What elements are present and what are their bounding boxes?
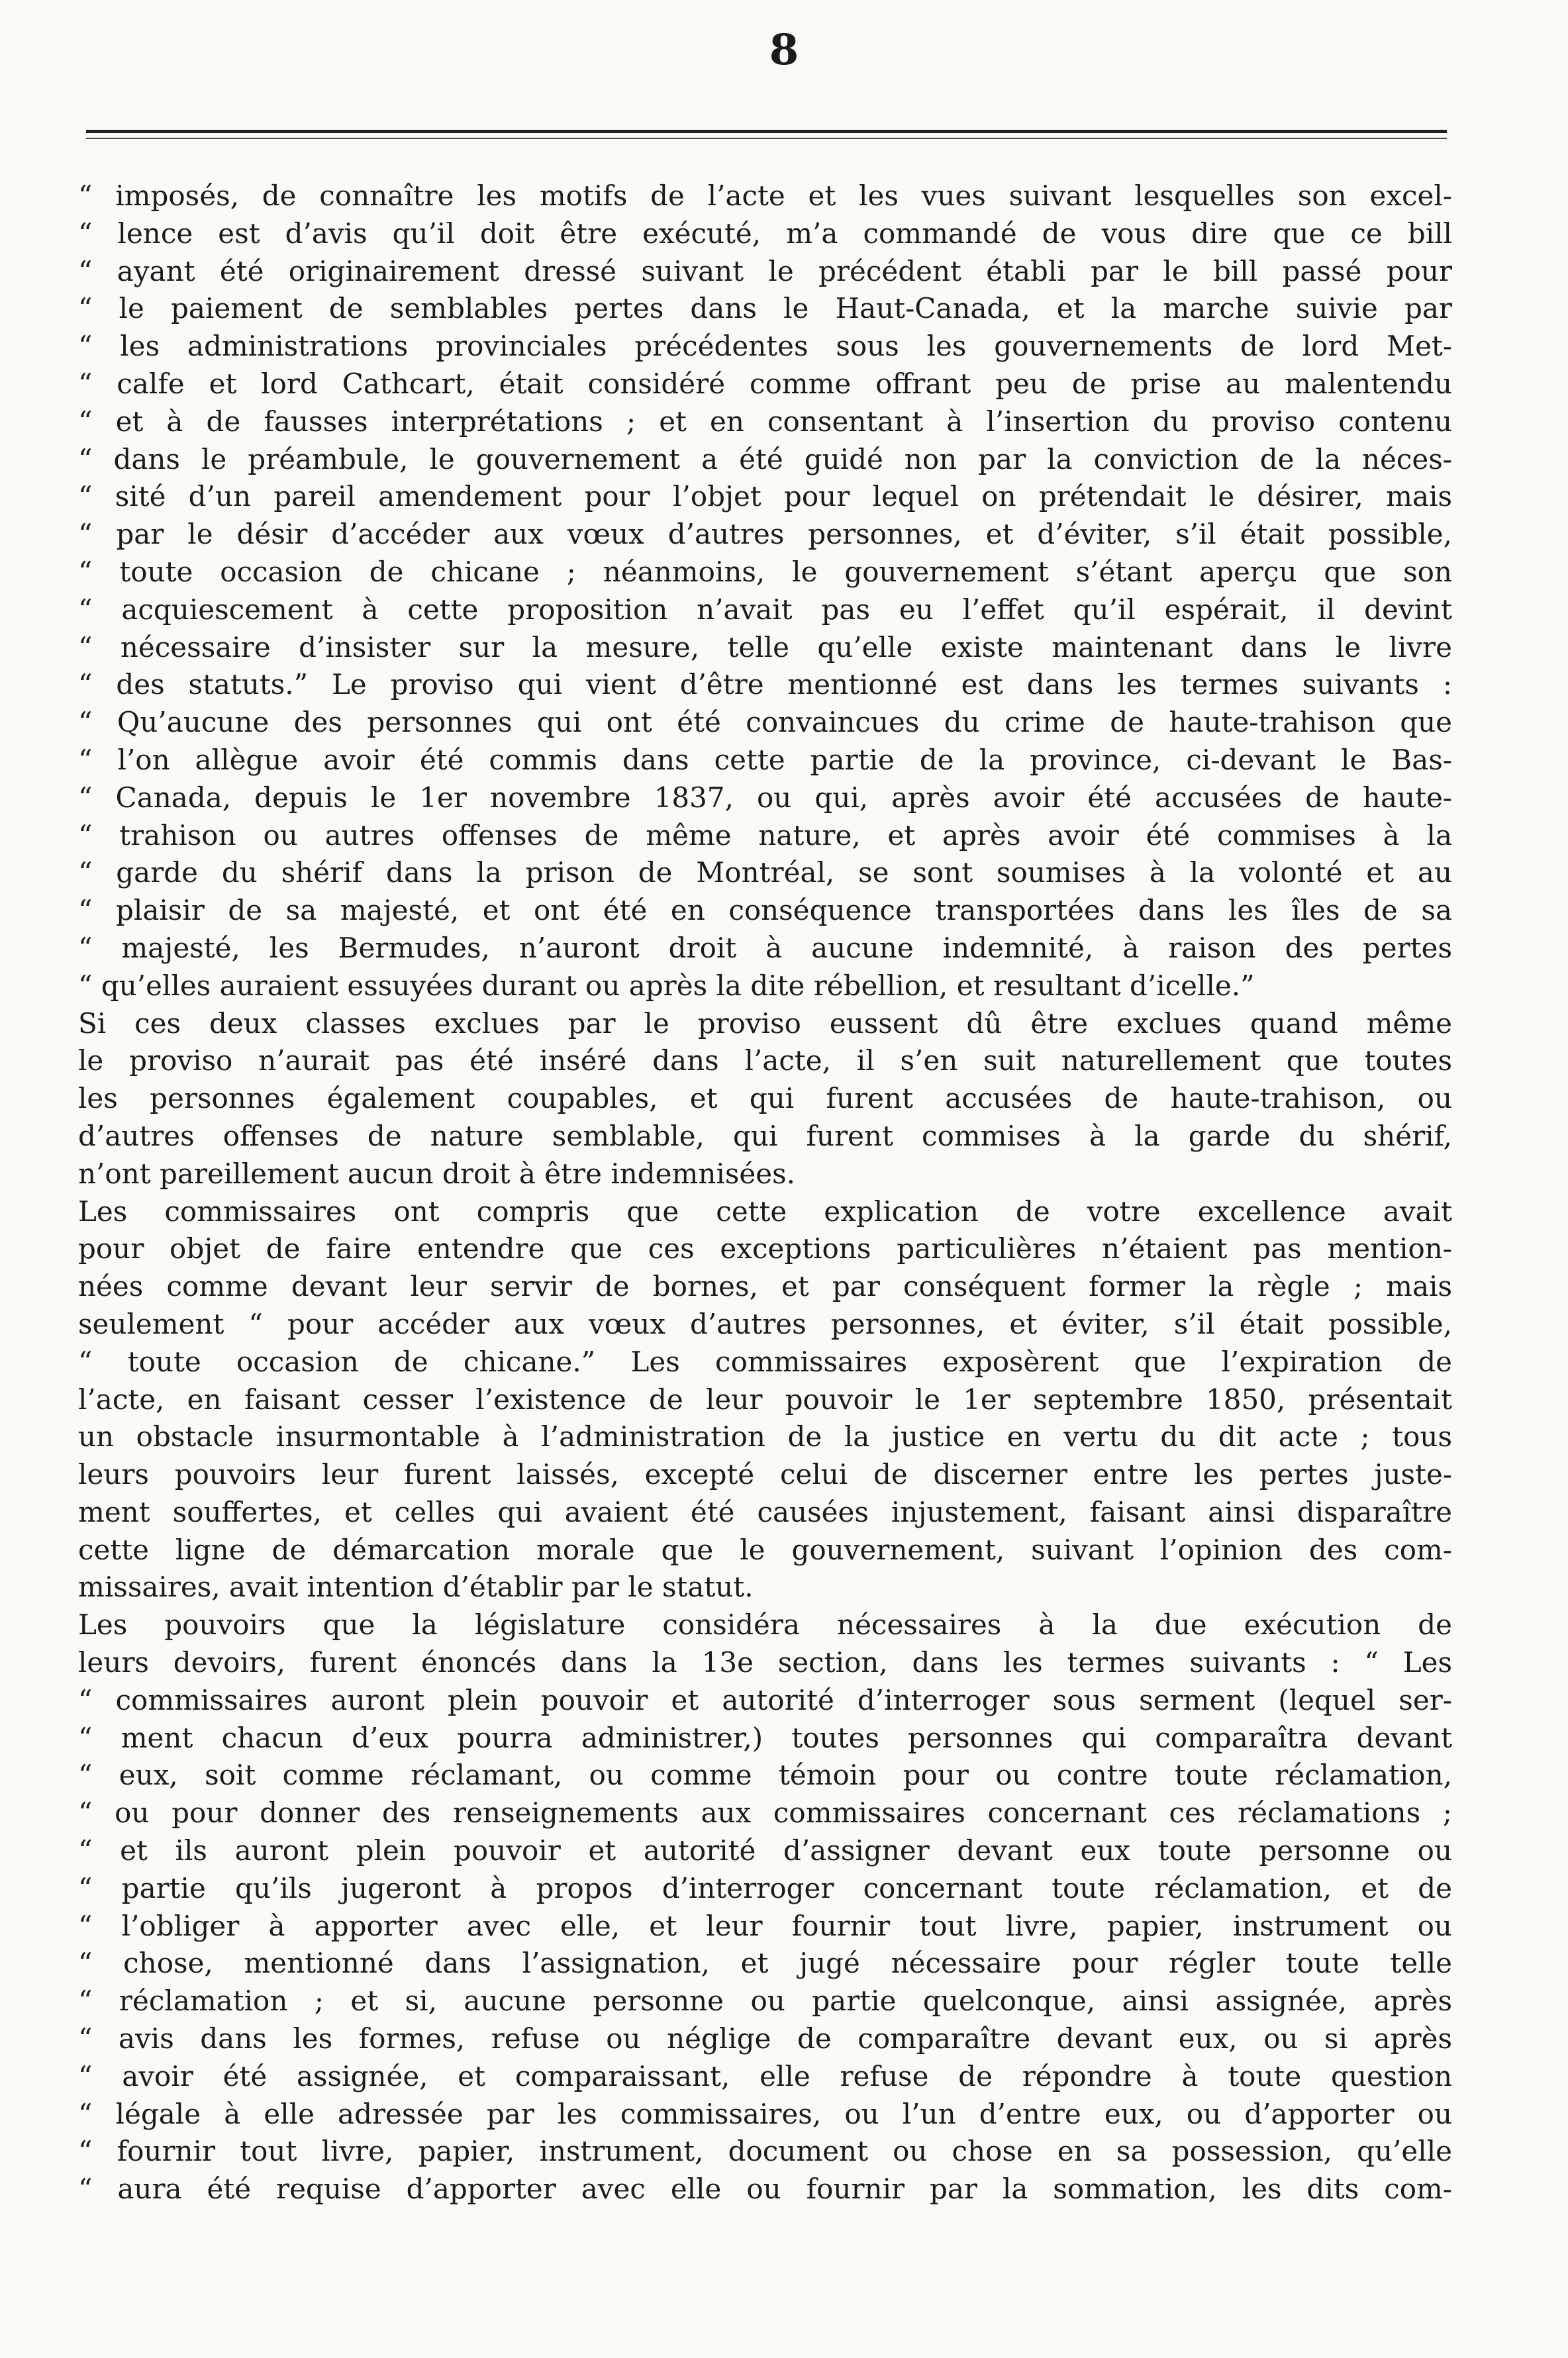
text-line: “ ayant été originairement dressé suivant le précédent établi par le bill passé pour <box>78 254 1452 287</box>
text-line: “ des statuts.” Le proviso qui vient d’être mentionné est dans les termes suivants : <box>78 668 1452 701</box>
text-line: “ partie qu’ils jugeront à propos d’interroger concernant toute réclamation, et de <box>78 1871 1452 1904</box>
text-line: Les commissaires ont compris que cette explication de votre excellence avait <box>78 1195 1452 1228</box>
text-line: “ ou pour donner des renseignements aux commissaires concernant ces réclamations ; <box>78 1796 1452 1830</box>
text-line: “ dans le préambule, le gouvernement a été guidé non par la conviction de la néces- <box>78 442 1452 475</box>
header-rule-thin <box>86 138 1447 139</box>
body-text <box>78 177 1452 2208</box>
text-line: “ avis dans les formes, refuse ou néglige de comparaître devant eux, ou si après <box>78 2022 1452 2055</box>
text-line: “ acquiescement à cette proposition n’avait pas eu l’effet qu’il espérait, il devint <box>78 593 1452 626</box>
text-line: “ les administrations provinciales précédentes sous les gouvernements de lord Met- <box>78 330 1452 363</box>
text-line: l’acte, en faisant cesser l’existence de leur pouvoir le 1er septembre 1850, présentait <box>78 1383 1452 1416</box>
text-line: “ calfe et lord Cathcart, était considéré comme offrant peu de prise au malentendu <box>78 367 1452 400</box>
text-line: “ légale à elle adressée par les commissaires, ou l’un d’entre eux, ou d’apporter ou <box>78 2097 1452 2130</box>
text-line: “ toute occasion de chicane ; néanmoins, le gouvernement s’étant aperçu que son <box>78 555 1452 588</box>
text-line: missaires, avait intention d’établir par le statut. <box>78 1571 754 1604</box>
text-line: seulement “ pour accéder aux vœux d’autres personnes, et éviter, s’il était possible, <box>78 1307 1452 1340</box>
text-line: “ et à de fausses interprétations ; et en consentant à l’insertion du proviso contenu <box>78 405 1452 438</box>
text-line: “ plaisir de sa majesté, et ont été en conséquence transportées dans les îles de sa <box>78 894 1452 927</box>
text-line: “ le paiement de semblables pertes dans le Haut-Canada, et la marche suivie par <box>78 292 1452 325</box>
text-line: cette ligne de démarcation morale que le gouvernement, suivant l’opinion des com- <box>78 1533 1452 1566</box>
text-line: n’ont pareillement aucun droit à être indemnisées. <box>78 1157 796 1190</box>
text-line: “ toute occasion de chicane.” Les commissaires exposèrent que l’expiration de <box>78 1345 1452 1378</box>
text-line: leurs devoirs, furent énoncés dans la 13e section, dans les termes suivants : “ Les <box>78 1646 1452 1679</box>
text-line: “ trahison ou autres offenses de même nature, et après avoir été commises à la <box>78 818 1452 852</box>
text-line: “ imposés, de connaître les motifs de l’acte et les vues suivant lesquelles son excel- <box>78 179 1452 212</box>
text-line: le proviso n’aurait pas été inséré dans l’acte, il s’en suit naturellement que toutes <box>78 1044 1452 1077</box>
page-number: 8 <box>769 25 799 75</box>
text-line: “ et ils auront plein pouvoir et autorité d’assigner devant eux toute personne ou <box>78 1834 1452 1867</box>
text-line: “ ment chacun d’eux pourra administrer,) toutes personnes qui comparaîtra devant <box>78 1721 1452 1754</box>
text-line: Les pouvoirs que la législature considéra nécessaires à la due exécution de <box>78 1608 1452 1642</box>
text-line: “ Qu’aucune des personnes qui ont été convaincues du crime de haute-trahison que <box>78 706 1452 739</box>
text-line: “ majesté, les Bermudes, n’auront droit à aucune indemnité, à raison des pertes <box>78 931 1452 964</box>
text-line: “ l’obliger à apporter avec elle, et leur fournir tout livre, papier, instrument ou <box>78 1909 1452 1942</box>
text-line: “ nécessaire d’insister sur la mesure, telle qu’elle existe maintenant dans le livre <box>78 630 1452 663</box>
text-line: ment souffertes, et celles qui avaient été causées injustement, faisant ainsi disparaître <box>78 1495 1452 1528</box>
text-line: “ réclamation ; et si, aucune personne ou partie quelconque, ainsi assignée, après <box>78 1985 1452 2018</box>
text-line: nées comme devant leur servir de bornes, et par conséquent former la règle ; mais <box>78 1270 1452 1303</box>
text-line: “ Canada, depuis le 1er novembre 1837, ou qui, après avoir été accusées de haute- <box>78 781 1452 814</box>
text-line: “ fournir tout livre, papier, instrument, document ou chose en sa possession, qu’elle <box>78 2135 1452 2168</box>
text-line: les personnes également coupables, et qui furent accusées de haute-trahison, ou <box>78 1082 1452 1115</box>
text-line: “ par le désir d’accéder aux vœux d’autres personnes, et d’éviter, s’il était possible, <box>78 518 1452 551</box>
text-line: “ commissaires auront plein pouvoir et autorité d’interroger sous serment (lequel ser- <box>78 1683 1452 1716</box>
text-line: Si ces deux classes exclues par le proviso eussent dû être exclues quand même <box>78 1007 1452 1040</box>
text-line: pour objet de faire entendre que ces exceptions particulières n’étaient pas mention- <box>78 1232 1452 1265</box>
text-line: “ sité d’un pareil amendement pour l’objet pour lequel on prétendait le désirer, mais <box>78 480 1452 513</box>
text-line: un obstacle insurmontable à l’administration de la justice en vertu du dit acte ; tous <box>78 1420 1452 1453</box>
header-rule <box>86 130 1447 133</box>
text-line: “ qu’elles auraient essuyées durant ou après la dite rébellion, et resultant d’icelle.” <box>78 969 1255 1002</box>
text-line: “ chose, mentionné dans l’assignation, et jugé nécessaire pour régler toute telle <box>78 1947 1452 1980</box>
text-line: “ l’on allègue avoir été commis dans cette partie de la province, ci-devant le Bas- <box>78 743 1452 776</box>
text-line: leurs pouvoirs leur furent laissés, excepté celui de discerner entre les pertes juste- <box>78 1458 1452 1491</box>
text-line: “ avoir été assignée, et comparaissant, elle refuse de répondre à toute question <box>78 2059 1452 2092</box>
text-line: “ lence est d’avis qu’il doit être exécuté, m’a commandé de vous dire que ce bill <box>78 217 1452 250</box>
text-line: “ garde du shérif dans la prison de Montréal, se sont soumises à la volonté et au <box>78 856 1452 889</box>
text-line: “ aura été requise d’apporter avec elle ou fournir par la sommation, les dits com- <box>78 2173 1452 2206</box>
text-line: “ eux, soit comme réclamant, ou comme témoin pour ou contre toute réclamation, <box>78 1759 1452 1792</box>
text-line: d’autres offenses de nature semblable, qui furent commises à la garde du shérif, <box>78 1119 1452 1152</box>
